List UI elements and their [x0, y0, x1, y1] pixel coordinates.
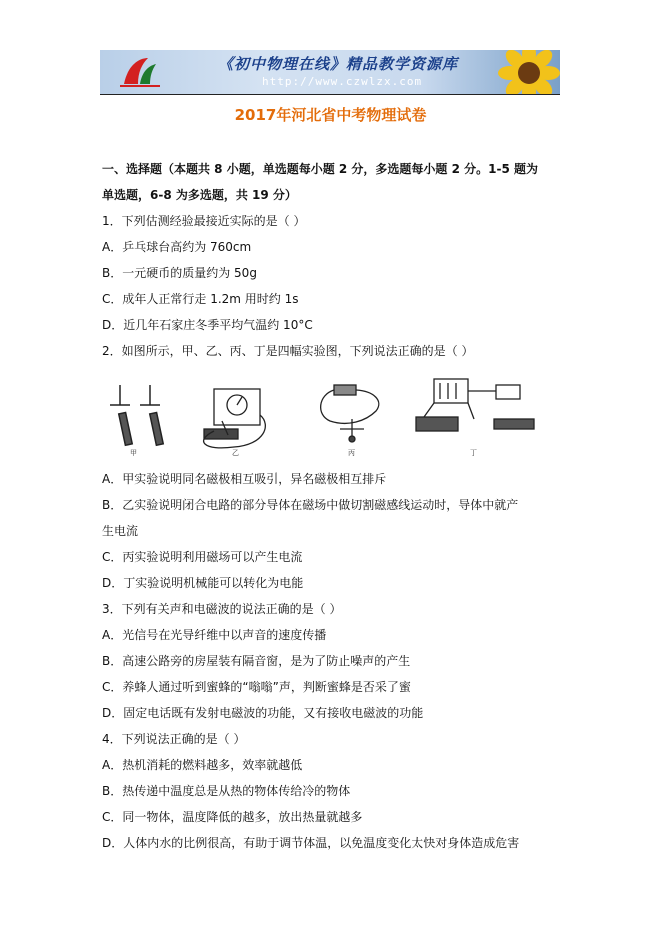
q2-experiment-figures	[104, 375, 564, 457]
logo-icon	[118, 54, 162, 90]
banner-url: http://www.czwlzx.com	[262, 75, 423, 88]
q2-option-d: D．丁实验说明机械能可以转化为电能	[102, 576, 304, 590]
q1-stem: 1．下列估测经验最接近实际的是（ ）	[102, 214, 306, 228]
fig-label-jia: 甲	[130, 449, 137, 457]
figure-yi	[204, 389, 266, 448]
fig-label-ding: 丁	[470, 449, 477, 457]
header-rule	[100, 94, 560, 95]
q1-option-a: A．乒乓球台高约为 760cm	[102, 240, 252, 254]
q3-option-a: A．光信号在光导纤维中以声音的速度传播	[102, 628, 327, 642]
q4-stem: 4．下列说法正确的是（ ）	[102, 732, 246, 746]
q2-option-b-line1: B．乙实验说明闭合电路的部分导体在磁场中做切割磁感线运动时，导体中就产	[102, 498, 519, 512]
q1-option-b: B．一元硬币的质量约为 50g	[102, 266, 257, 280]
fig-label-yi: 乙	[232, 449, 239, 457]
banner-title: 《初中物理在线》精品教学资源库	[218, 55, 459, 73]
fig-label-bing: 丙	[348, 449, 355, 457]
q2-option-a: A．甲实验说明同名磁极相互吸引，异名磁极相互排斥	[102, 472, 387, 486]
q1-option-d: D．近几年石家庄冬季平均气温约 10°C	[102, 318, 313, 332]
q4-option-c: C．同一物体，温度降低的越多，放出热量就越多	[102, 810, 363, 824]
q3-option-b: B．高速公路旁的房屋装有隔音窗，是为了防止噪声的产生	[102, 654, 411, 668]
q3-option-c: C．养蜂人通过听到蜜蜂的“嗡嗡”声，判断蜜蜂是否采了蜜	[102, 680, 411, 694]
document-title: 2017年河北省中考物理试卷	[234, 106, 427, 124]
q4-option-a: A．热机消耗的燃料越多，效率就越低	[102, 758, 303, 772]
section-heading-line2: 单选题，6-8 为多选题，共 19 分）	[102, 188, 297, 202]
q2-stem: 2．如图所示，甲、乙、丙、丁是四幅实验图，下列说法正确的是（ ）	[102, 344, 474, 358]
figure-bing	[321, 385, 379, 442]
q3-stem: 3．下列有关声和电磁波的说法正确的是（ ）	[102, 602, 342, 616]
sunflower-icon	[494, 50, 560, 94]
figure-ding	[416, 379, 534, 431]
q3-option-d: D．固定电话既有发射电磁波的功能，又有接收电磁波的功能	[102, 706, 424, 720]
q1-option-c: C．成年人正常行走 1.2m 用时约 1s	[102, 292, 299, 306]
q2-option-b-line2: 生电流	[102, 524, 139, 538]
q4-option-d: D．人体内水的比例很高，有助于调节体温，以免温度变化太快对身体造成危害	[102, 836, 520, 850]
section-heading-line1: 一、选择题（本题共 8 小题，单选题每小题 2 分，多选题每小题 2 分。1-5 题为	[102, 162, 538, 176]
q2-option-c: C．丙实验说明利用磁场可以产生电流	[102, 550, 303, 564]
q4-option-b: B．热传递中温度总是从热的物体传给冷的物体	[102, 784, 351, 798]
figure-jia	[110, 385, 163, 445]
header-banner	[100, 50, 560, 94]
